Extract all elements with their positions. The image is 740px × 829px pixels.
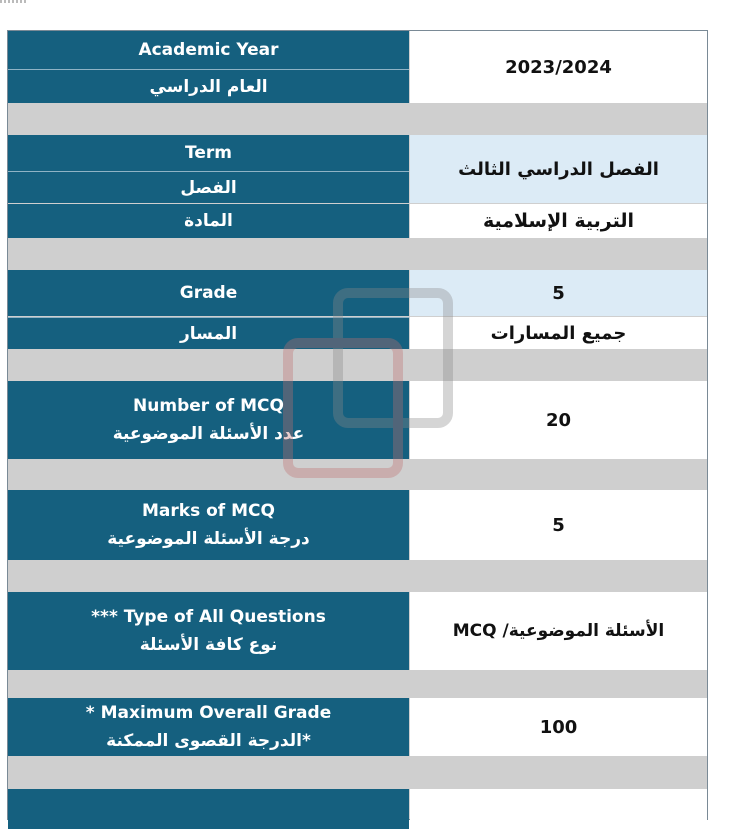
mcq-marks-label-cell (8, 490, 409, 560)
row-subject (8, 204, 707, 238)
question-type-label-cell (8, 592, 409, 670)
exam-info-table (7, 30, 708, 820)
next-label-cell (8, 789, 409, 829)
next-value-cell (410, 789, 707, 829)
row-grade (8, 270, 707, 316)
row-next-partial (8, 789, 707, 829)
row-max-grade (8, 698, 707, 756)
row-mcq-marks (8, 490, 707, 560)
question-type-value-cell (410, 592, 707, 670)
mcq-count-value-cell (410, 381, 707, 459)
grade-label-en: Grade (179, 283, 238, 303)
grade-value: 5 (552, 282, 565, 304)
row-academic-year (8, 31, 707, 103)
mcq-count-label-ar: عدد الأسئلة الموضوعية (112, 424, 305, 444)
question-type-label-ar: نوع كافة الأسئلة (139, 635, 278, 655)
term-label-ar: الفصل (8, 171, 409, 203)
track-label-cell (8, 317, 409, 349)
academic-year-value-cell (410, 31, 707, 103)
mcq-count-label-cell (8, 381, 409, 459)
mcq-count-value: 20 (545, 409, 572, 431)
subject-label-ar: المادة (184, 211, 233, 231)
term-value-cell (410, 135, 707, 203)
mcq-marks-label-en: Marks of MCQ (142, 501, 275, 521)
term-label-en: Term (185, 143, 232, 163)
max-grade-label-en: * Maximum Overall Grade (85, 703, 332, 723)
academic-year-label-en: Academic Year (138, 40, 279, 60)
term-value: الفصل الدراسي الثالث (458, 158, 659, 180)
row-term (8, 135, 707, 203)
row-track (8, 317, 707, 349)
subject-label-cell (8, 204, 409, 238)
mcq-marks-value-cell (410, 490, 707, 560)
mcq-count-label-en: Number of MCQ (133, 396, 284, 416)
question-type-value: الأسئلة الموضوعية/ MCQ (452, 621, 665, 641)
grade-value-cell (410, 270, 707, 316)
question-type-label-en: *** Type of All Questions (91, 607, 326, 627)
mcq-marks-label-ar: درجة الأسئلة الموضوعية (107, 529, 310, 549)
mcq-marks-value: 5 (552, 514, 565, 536)
academic-year-label-ar: العام الدراسي (8, 69, 409, 103)
track-value-cell (410, 317, 707, 349)
row-mcq-count (8, 381, 707, 459)
subject-value: التربية الإسلامية (482, 210, 635, 232)
max-grade-label-ar: *الدرجة القصوى الممكنة (106, 731, 311, 751)
max-grade-value: 100 (539, 716, 578, 738)
row-question-type (8, 592, 707, 670)
track-value: جميع المسارات (490, 322, 627, 344)
track-label-ar: المسار (179, 323, 238, 344)
subject-value-cell (410, 204, 707, 238)
term-label-cell (8, 135, 409, 203)
max-grade-value-cell (410, 698, 707, 756)
grade-label-cell (8, 270, 409, 316)
corner-mark (0, 0, 26, 3)
max-grade-label-cell (8, 698, 409, 756)
academic-year-label-cell (8, 31, 409, 103)
academic-year-value: 2023/2024 (505, 56, 612, 78)
